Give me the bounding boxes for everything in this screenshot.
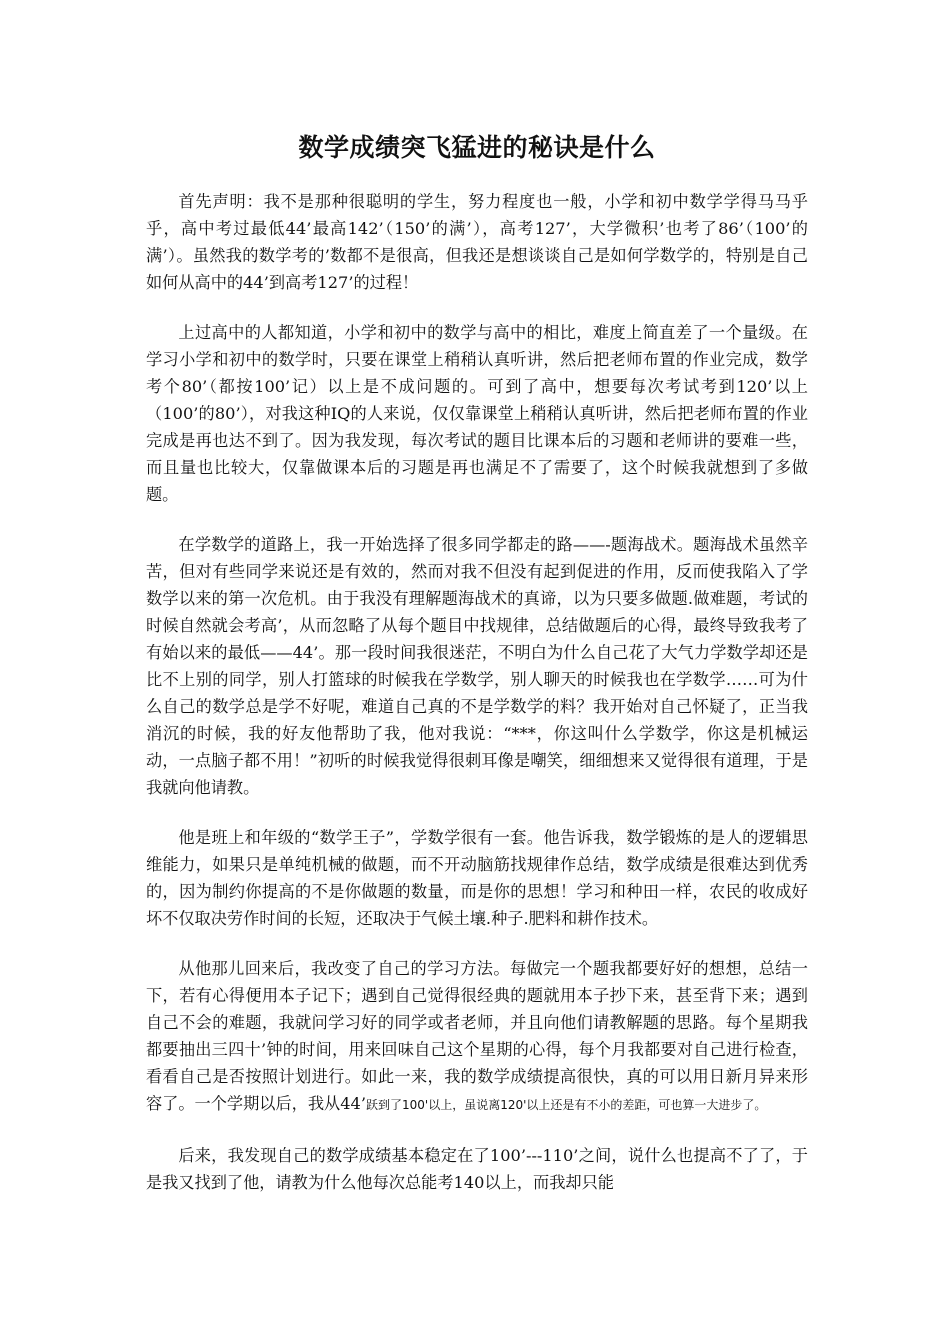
paragraph-4: 他是班上和年级的“数学王子”，学数学很有一套。他告诉我，数学锻炼的是人的逻辑思维能力，如果只是单纯机械的做题，而不开动脑筋找规律作总结，数学成绩是很难达到优秀的，因为制约你提高的不是你做题的数量，而是你的思想！学习和种田一样，农民的收成好坏不仅取决劳作时间的长短，还取决于气候土壤.种子.肥料和耕作技术。	[146, 828, 808, 928]
paragraph-5-tail: 跃到了100'以上，虽说离120'以上还是有不小的差距，可也算一大进步了。	[366, 1098, 767, 1112]
paragraph-2: 上过高中的人都知道，小学和初中的数学与高中的相比，难度上简直差了一个量级。在学习小学和初中的数学时，只要在课堂上稍稍认真听讲，然后把老师布置的作业完成，数学考个80’（都按100’记）以上是不成问题的。可到了高中，想要每次考试考到120’以上（100’的80’），对我这种IQ的人来说，仅仅靠课堂上稍稍认真听讲，然后把老师布置的作业完成是再也达不到了。因为我发现，每次考试的题目比课本后的习题和老师讲的要难一些，而且量也比较大，仅靠做课本后的习题是再也满足不了需要了，这个时候我就想到了多做题。	[146, 323, 808, 504]
paragraph-1: 首先声明：我不是那种很聪明的学生，努力程度也一般，小学和初中数学学得马马乎乎，高中考过最低44’最高142’（150’的满’），高考127’，大学微积’也考了86’（100’的满’）。虽然我的数学考的’数都不是很高，但我还是想谈谈自己是如何学数学的，特别是自己如何从高中的44’到高考127’的过程！	[146, 192, 808, 292]
paragraph-3: 在学数学的道路上，我一开始选择了很多同学都走的路——-题海战术。题海战术虽然辛苦，但对有些同学来说还是有效的，然而对我不但没有起到促进的作用，反而使我陷入了学数学以来的第一次危机。由于我没有理解题海战术的真谛，以为只要多做题.做难题，考试的时候自然就会考高’，从而忽略了从每个题目中找规律，总结做题后的心得，最终导致我考了有始以来的最低——44’。那一段时间我很迷茫，不明白为什么自己花了大气力学数学却还是比不上别的同学，别人打篮球的时候我在学数学，别人聊天的时候我也在学数学……可为什么自己的数学总是学不好呢，难道自己真的不是学数学的料？我开始对自己怀疑了，正当我消沉的时候，我的好友他帮助了我，他对我说：“***，你这叫什么学数学，你这是机械运动，一点脑子都不用！”初听的时候我觉得很刺耳像是嘲笑，细细想来又觉得很有道理，于是我就向他请教。	[146, 535, 808, 797]
paragraph-6: 后来，我发现自己的数学成绩基本稳定在了100’---110’之间，说什么也提高不了了，于是我又找到了他，请教为什么他每次总能考140以上，而我却只能	[146, 1146, 808, 1192]
document-title: 数学成绩突飞猛进的秘诀是什么	[298, 133, 656, 162]
paragraph-5-main: 从他那儿回来后，我改变了自己的学习方法。每做完一个题我都要好好的想想，总结一下，若有心得便用本子记下；遇到自己觉得很经典的题就用本子抄下来，甚至背下来；遇到自己不会的难题，我就问学习好的同学或者老师，并且向他们请教解题的思路。每个星期我都要抽出三四十’钟的时间，用来回味自己这个星期的心得，每个月我都要对自己进行检查，看看自己是否按照计划进行。如此一来，我的数学成绩提高很快，真的可以用日新月异来形容了。一个学期以后，我从44’	[146, 959, 808, 1113]
paragraph-5	[146, 955, 808, 1119]
